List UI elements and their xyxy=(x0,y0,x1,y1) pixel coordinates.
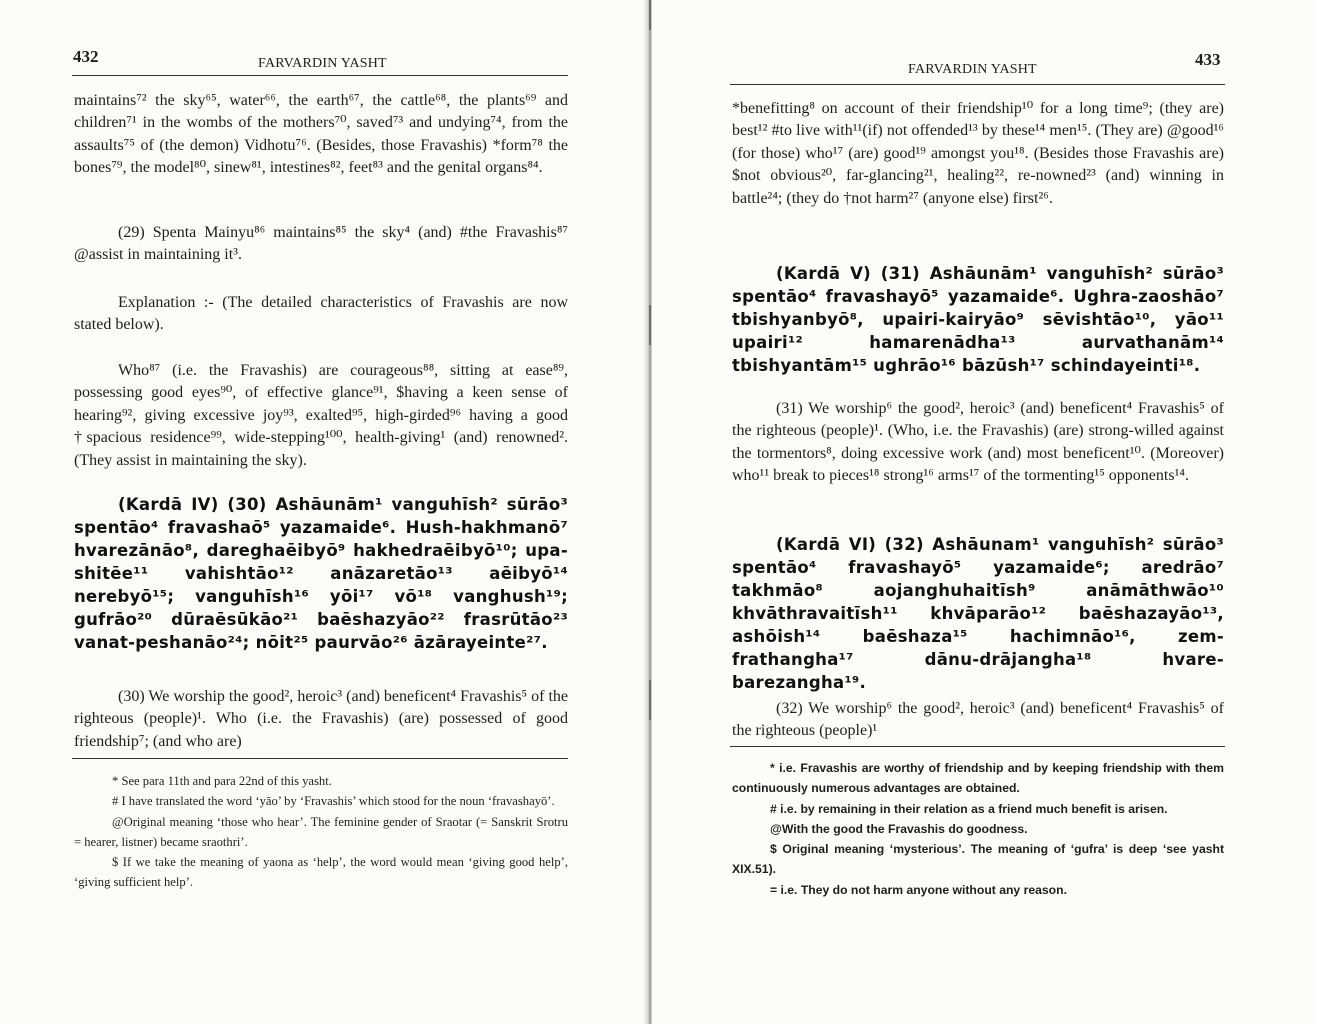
paragraph: (30) We worship the good², heroic³ (and) beneficent⁴ Fravashis⁵ of the righteous (people)¹. Who (i.e. the Fravashis) (are) possessed of good friendship⁷; (and who are) xyxy=(74,688,568,750)
footnotes xyxy=(74,771,568,893)
right-page xyxy=(652,0,1317,1024)
footnote: # i.e. by remaining in their relation as a friend much benefit is arisen. xyxy=(770,801,1168,816)
footnote: * See para 11th and para 22nd of this yasht. xyxy=(112,774,332,788)
running-head: FARVARDIN YASHT xyxy=(258,56,387,71)
footnote-rule xyxy=(72,758,568,759)
avestan-verse: (Kardā IV) (30) Ashāunām¹ vanguhīsh² sūrāo³ spentāo⁴ fravashaō⁵ yazamaide⁶. Hush-hakhmanō⁷ hvarezānāo⁸, dareghaēibyō⁹ hakhedraēibyō¹⁰; upa-shitēe¹¹ vahishtāo¹² anāzaretāo¹³ aēibyō¹⁴ nerebyō¹⁵; vanguhīsh¹⁶ yōi¹⁷ vō¹⁸ vanghush¹⁹; gufrāo²⁰ dūraēsūkāo²¹ baēshazyāo²² frasrūtāo²³ vanat-peshanāo²⁴; nōit²⁵ paurvāo²⁶ āzārayeinte²⁷. xyxy=(74,495,568,652)
paragraph: (29) Spenta Mainyu⁸⁶ maintains⁸⁵ the sky⁴ (and) #the Fravashis⁸⁷ @assist in maintaining it³. xyxy=(74,224,568,264)
footnote: # I have translated the word ‘yāo’ by ‘Fravashis’ which stood for the noun ‘fravashayō’. xyxy=(112,794,555,809)
footnote: $ If we take the meaning of yaona as ‘help’, the word would mean ‘giving good help’, ‘giving sufficient help’. xyxy=(74,855,568,890)
footnote: $ Original meaning ‘mysterious’. The meaning of ‘gufra’ is deep ‘see yasht XIX.51). xyxy=(732,842,1224,877)
footnote: * i.e. Fravashis are worthy of friendship and by keeping friendship with them continuously numerous advantages are obtained. xyxy=(732,761,1224,796)
avestan-verse: (Kardā VI) (32) Ashāunam¹ vanguhīsh² sūrāo³ spentāo⁴ fravashayō⁵ yazamaide⁶; aredrāo⁷ takhmāo⁸ aojanghuhaitīsh⁹ anāmāthwāo¹⁰ khvāthravaitīsh¹¹ khvāparāo¹² baēshazayāo¹³, ashōish¹⁴ baēshaza¹⁵ hachimnāo¹⁶, zem-frathangha¹⁷ dānu-drājangha¹⁸ hvare-barezangha¹⁹. xyxy=(732,535,1224,692)
footnote: = i.e. They do not harm anyone without any reason. xyxy=(770,882,1067,897)
paragraph: Explanation :- (The detailed characteristics of Fravashis are now stated below). xyxy=(74,294,568,334)
paragraph: (32) We worship⁶ the good², heroic³ (and) beneficent⁴ Fravashis⁵ of the righteous (people)¹ xyxy=(732,700,1224,740)
footnotes xyxy=(732,758,1224,900)
running-head: FARVARDIN YASHT xyxy=(908,62,1037,77)
page-number: 433 xyxy=(1195,50,1221,69)
footnote: @With the good the Fravashis do goodness. xyxy=(770,821,1028,836)
paragraph: Who⁸⁷ (i.e. the Fravashis) are courageous⁸⁸, sitting at ease⁸⁹, possessing good eyes⁹⁰, of effective glance⁹¹, $having a keen sense of hearing⁹², giving excessive joy⁹³, exalted⁹⁵, high-girded⁹⁶ having a good †spacious residence⁹⁹, wide-stepping¹⁰⁰, health-giving¹ (and) renowned². (They assist in maintaining the sky). xyxy=(74,362,568,469)
avestan-verse: (Kardā V) (31) Ashāunām¹ vanguhīsh² sūrāo³ spentāo⁴ fravashayō⁵ yazamaide⁶. Ughra-zaoshāo⁷ tbishyanbyō⁸, upairi-kairyāo⁹ sēvishtāo¹⁰, yāo¹¹ upairi¹² hamarenādha¹³ aurvathanām¹⁴ tbishyantām¹⁵ ughrāo¹⁶ bāzūsh¹⁷ schindayeinti¹⁸. xyxy=(732,264,1224,375)
paragraph: maintains⁷² the sky⁶⁵, water⁶⁶, the earth⁶⁷, the cattle⁶⁸, the plants⁶⁹ and children⁷¹ in the wombs of the mothers⁷⁰, saved⁷³ and undying⁷⁴, from the assaults⁷⁵ of (the demon) Vidhotu⁷⁶. (Besides, those Fravashis) *form⁷⁸ the bones⁷⁹, the model⁸⁰, sinew⁸¹, intestines⁸², feet⁸³ and the genital organs⁸⁴. xyxy=(74,92,568,177)
header-rule xyxy=(72,75,568,76)
paragraph: (31) We worship⁶ the good², heroic³ (and) beneficent⁴ Fravashis⁵ of the righteous (people)¹. (Who, i.e. the Fravashis) (are) strong-willed against the tormentors⁸, doing excessive work (and) most beneficent¹⁰. (Moreover) who¹¹ break to pieces¹⁸ strong¹⁶ arms¹⁷ of the tormenting¹⁵ opponents¹⁴. xyxy=(732,400,1224,485)
paragraph: *benefitting⁸ on account of their friendship¹⁰ for a long time⁹; (they are) best¹² #to live with¹¹(if) not offended¹³ by these¹⁴ men¹⁵. (They are) @good¹⁶ (for those) who¹⁷ (are) good¹⁹ amongst you¹⁸. (Besides those Fravashis are) $not obvious²⁰, far-glancing²¹, healing²², re-nowned²³ (and) winning in battle²⁴; (they do †not harm²⁷ (anyone else) first²⁶. xyxy=(732,100,1224,207)
footnote-rule xyxy=(730,746,1225,747)
left-page xyxy=(0,0,646,1024)
page-number: 432 xyxy=(73,47,99,66)
footnote: @Original meaning ‘those who hear’. The feminine gender of Sraotar (= Sanskrit Srotru = hearer, listner) became sraothri’. xyxy=(74,814,568,849)
header-rule xyxy=(730,84,1225,85)
